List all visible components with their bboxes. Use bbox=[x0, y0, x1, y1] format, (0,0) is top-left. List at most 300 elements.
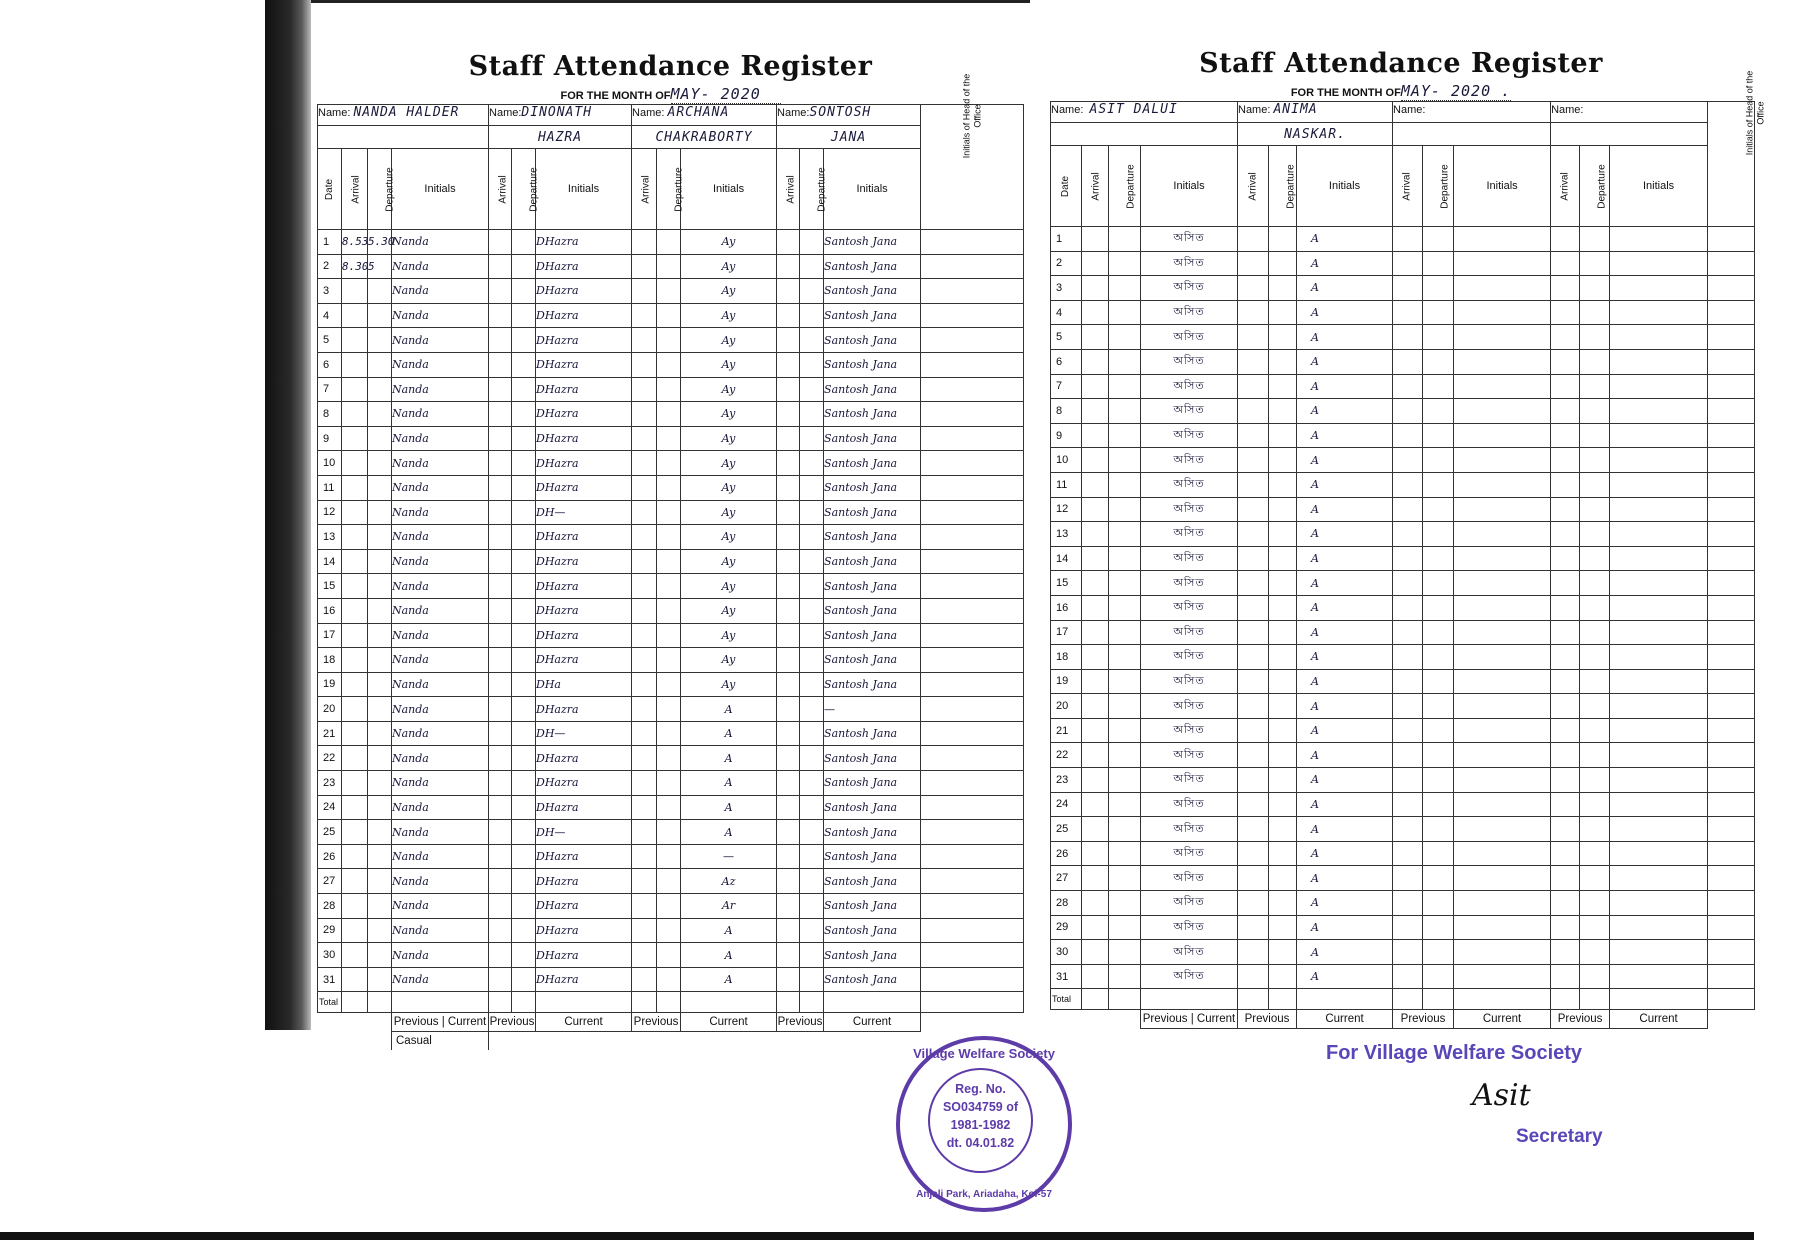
empty-cell bbox=[921, 697, 1024, 722]
empty-cell bbox=[1610, 743, 1708, 768]
empty-cell bbox=[489, 697, 512, 722]
empty-cell bbox=[1238, 448, 1269, 473]
initials-cell: Nanda bbox=[392, 254, 489, 279]
date-cell: 22 bbox=[1051, 743, 1082, 768]
empty-cell bbox=[1238, 743, 1269, 768]
empty-cell bbox=[1109, 645, 1141, 670]
initials-header: Initials bbox=[536, 149, 632, 230]
arrival-header: Arrival bbox=[632, 149, 657, 230]
empty-cell bbox=[1610, 374, 1708, 399]
table-row bbox=[1051, 595, 1755, 620]
empty-cell bbox=[1269, 423, 1297, 448]
arrival-cell bbox=[342, 697, 368, 722]
empty-cell bbox=[777, 844, 800, 869]
empty-cell bbox=[921, 352, 1024, 377]
initials-cell: A bbox=[1297, 768, 1393, 793]
initials-cell: Nanda bbox=[392, 648, 489, 673]
departure-cell bbox=[368, 869, 392, 894]
initials-cell: Nanda bbox=[392, 402, 489, 427]
empty-cell bbox=[632, 844, 657, 869]
empty-cell bbox=[1393, 349, 1423, 374]
departure-cell bbox=[368, 475, 392, 500]
empty-cell bbox=[489, 377, 512, 402]
empty-cell bbox=[1610, 620, 1708, 645]
departure-cell bbox=[368, 598, 392, 623]
initials-cell: অসিত bbox=[1141, 374, 1238, 399]
initials-cell: DHazra bbox=[536, 254, 632, 279]
seal-ring-top: Village Welfare Society bbox=[913, 1046, 1055, 1061]
initials-header: Initials bbox=[824, 149, 921, 230]
empty-cell bbox=[1109, 276, 1141, 301]
initials-cell: A bbox=[1297, 841, 1393, 866]
empty-cell bbox=[1269, 792, 1297, 817]
empty-cell bbox=[1580, 251, 1610, 276]
empty-cell bbox=[657, 475, 681, 500]
empty-cell bbox=[1238, 423, 1269, 448]
empty-cell bbox=[1109, 694, 1141, 719]
empty-cell bbox=[800, 328, 824, 353]
date-cell: 30 bbox=[318, 943, 342, 968]
empty-cell bbox=[1269, 768, 1297, 793]
empty-cell bbox=[1082, 694, 1109, 719]
initials-cell: Santosh Jana bbox=[824, 426, 921, 451]
arrival-cell bbox=[342, 623, 368, 648]
table-row bbox=[1051, 276, 1755, 301]
empty-cell bbox=[1082, 841, 1109, 866]
empty-cell bbox=[1109, 866, 1141, 891]
initials-cell: Ay bbox=[681, 500, 777, 525]
empty-cell bbox=[1238, 940, 1269, 965]
empty-cell bbox=[489, 549, 512, 574]
empty-cell bbox=[632, 303, 657, 328]
empty-cell bbox=[1580, 497, 1610, 522]
table-row bbox=[318, 525, 1024, 550]
empty-cell bbox=[489, 475, 512, 500]
initials-cell: DHazra bbox=[536, 279, 632, 304]
arrival-cell bbox=[342, 328, 368, 353]
empty-cell bbox=[1269, 276, 1297, 301]
empty-cell bbox=[1423, 300, 1454, 325]
empty-cell bbox=[1109, 472, 1141, 497]
table-row bbox=[318, 918, 1024, 943]
departure-cell bbox=[368, 697, 392, 722]
empty-cell bbox=[1708, 325, 1755, 350]
empty-cell bbox=[1708, 448, 1755, 473]
table-row bbox=[1051, 645, 1755, 670]
empty-cell bbox=[777, 574, 800, 599]
empty-cell bbox=[1580, 546, 1610, 571]
empty-cell bbox=[1238, 718, 1269, 743]
empty-cell bbox=[921, 721, 1024, 746]
initials-cell: DHazra bbox=[536, 697, 632, 722]
empty-cell bbox=[1610, 891, 1708, 916]
date-cell: 10 bbox=[318, 451, 342, 476]
empty-cell bbox=[632, 672, 657, 697]
empty-cell bbox=[512, 426, 536, 451]
empty-cell bbox=[1082, 620, 1109, 645]
empty-cell bbox=[1454, 448, 1551, 473]
empty-cell bbox=[1423, 276, 1454, 301]
date-cell: 8 bbox=[318, 402, 342, 427]
empty-cell bbox=[512, 623, 536, 648]
current-label: Current bbox=[681, 1013, 777, 1032]
empty-cell bbox=[1082, 768, 1109, 793]
date-cell: 19 bbox=[318, 672, 342, 697]
empty-cell bbox=[1393, 472, 1423, 497]
empty-cell bbox=[800, 279, 824, 304]
initials-cell: অসিত bbox=[1141, 423, 1238, 448]
initials-cell: A bbox=[1297, 866, 1393, 891]
initials-cell: DHazra bbox=[536, 648, 632, 673]
table-row bbox=[1051, 743, 1755, 768]
empty-cell bbox=[1109, 571, 1141, 596]
empty-cell bbox=[1393, 300, 1423, 325]
initials-cell: অসিত bbox=[1141, 399, 1238, 424]
initials-header: Initials bbox=[1610, 146, 1708, 227]
empty-cell bbox=[1269, 399, 1297, 424]
initials-cell: Santosh Jana bbox=[824, 623, 921, 648]
table-row bbox=[1051, 866, 1755, 891]
staff-name2-cell: CHAKRABORTY bbox=[632, 126, 777, 149]
empty-cell bbox=[1393, 497, 1423, 522]
empty-cell bbox=[1423, 399, 1454, 424]
empty-cell bbox=[800, 844, 824, 869]
initials-cell: Santosh Jana bbox=[824, 746, 921, 771]
initials-cell: Santosh Jana bbox=[824, 402, 921, 427]
date-cell: 31 bbox=[318, 967, 342, 992]
empty-cell bbox=[1708, 620, 1755, 645]
initials-cell: Ay bbox=[681, 475, 777, 500]
empty-cell bbox=[1238, 964, 1269, 989]
arrival-cell bbox=[342, 574, 368, 599]
empty-cell bbox=[1082, 325, 1109, 350]
departure-cell bbox=[368, 328, 392, 353]
empty-cell bbox=[921, 254, 1024, 279]
initials-cell: DH— bbox=[536, 500, 632, 525]
empty-cell bbox=[1454, 817, 1551, 842]
empty-cell bbox=[632, 230, 657, 255]
empty-cell bbox=[1610, 940, 1708, 965]
empty-cell bbox=[1610, 792, 1708, 817]
empty-cell bbox=[1238, 866, 1269, 891]
empty-cell bbox=[1238, 694, 1269, 719]
departure-cell bbox=[368, 844, 392, 869]
empty-cell bbox=[512, 279, 536, 304]
empty-cell bbox=[1393, 817, 1423, 842]
empty-cell bbox=[657, 918, 681, 943]
arrival-cell bbox=[342, 352, 368, 377]
initials-cell: অসিত bbox=[1141, 595, 1238, 620]
empty-cell bbox=[1269, 571, 1297, 596]
empty-cell bbox=[657, 377, 681, 402]
empty-cell bbox=[632, 967, 657, 992]
departure-header: Departure bbox=[657, 149, 681, 230]
empty-cell bbox=[1082, 227, 1109, 252]
empty-cell bbox=[1423, 349, 1454, 374]
initials-cell: Ay bbox=[681, 525, 777, 550]
empty-cell bbox=[1269, 497, 1297, 522]
arrival-cell bbox=[342, 771, 368, 796]
date-cell: 27 bbox=[1051, 866, 1082, 891]
empty-cell bbox=[921, 451, 1024, 476]
empty-cell bbox=[777, 377, 800, 402]
empty-cell bbox=[921, 426, 1024, 451]
empty-cell bbox=[777, 820, 800, 845]
initials-cell: A bbox=[1297, 669, 1393, 694]
empty-cell bbox=[1708, 718, 1755, 743]
departure-cell bbox=[368, 795, 392, 820]
empty-cell bbox=[800, 623, 824, 648]
empty-cell bbox=[1551, 325, 1580, 350]
empty-cell bbox=[1454, 399, 1551, 424]
initials-cell: অসিত bbox=[1141, 251, 1238, 276]
head-initials-header: Initials of Head of the Office bbox=[1708, 102, 1755, 227]
date-cell: 23 bbox=[318, 771, 342, 796]
empty-cell bbox=[1238, 571, 1269, 596]
empty-cell bbox=[1269, 817, 1297, 842]
initials-cell: A bbox=[1297, 792, 1393, 817]
staff-name2-cell bbox=[318, 126, 489, 149]
empty-cell bbox=[1393, 423, 1423, 448]
table-row bbox=[1051, 227, 1755, 252]
empty-cell bbox=[512, 894, 536, 919]
empty-cell bbox=[1610, 571, 1708, 596]
scan-edge bbox=[0, 1232, 1754, 1240]
empty-cell bbox=[1238, 817, 1269, 842]
initials-cell: Nanda bbox=[392, 500, 489, 525]
departure-cell bbox=[368, 771, 392, 796]
date-cell: 22 bbox=[318, 746, 342, 771]
empty-cell bbox=[512, 475, 536, 500]
initials-cell: Nanda bbox=[392, 230, 489, 255]
empty-cell bbox=[489, 230, 512, 255]
initials-cell: অসিত bbox=[1141, 300, 1238, 325]
empty-cell bbox=[657, 549, 681, 574]
initials-cell: Ay bbox=[681, 648, 777, 673]
empty-cell bbox=[1708, 399, 1755, 424]
table-row bbox=[318, 844, 1024, 869]
empty-cell bbox=[1269, 841, 1297, 866]
empty-cell bbox=[512, 254, 536, 279]
empty-cell bbox=[1708, 522, 1755, 547]
table-row bbox=[318, 279, 1024, 304]
empty-cell bbox=[1610, 841, 1708, 866]
empty-cell bbox=[1109, 227, 1141, 252]
initials-cell: Ay bbox=[681, 672, 777, 697]
empty-cell bbox=[1109, 915, 1141, 940]
empty-cell bbox=[632, 894, 657, 919]
table-row bbox=[1051, 718, 1755, 743]
empty-cell bbox=[777, 697, 800, 722]
arrival-cell bbox=[342, 598, 368, 623]
seal-ring-bottom: Anjali Park, Ariadaha, Kol-57 bbox=[916, 1189, 1052, 1200]
empty-cell bbox=[632, 795, 657, 820]
empty-cell bbox=[1109, 522, 1141, 547]
empty-cell bbox=[1238, 374, 1269, 399]
empty-cell bbox=[512, 820, 536, 845]
date-cell: 11 bbox=[1051, 472, 1082, 497]
table-row bbox=[1051, 841, 1755, 866]
empty-cell bbox=[512, 402, 536, 427]
staff-name-cell: Name: bbox=[1551, 102, 1708, 123]
empty-cell bbox=[1269, 300, 1297, 325]
arrival-cell bbox=[342, 500, 368, 525]
date-cell: 29 bbox=[318, 918, 342, 943]
empty-cell bbox=[1109, 423, 1141, 448]
empty-cell bbox=[1269, 227, 1297, 252]
empty-cell bbox=[1423, 645, 1454, 670]
initials-cell: অসিত bbox=[1141, 768, 1238, 793]
table-row bbox=[1051, 251, 1755, 276]
empty-cell bbox=[1423, 817, 1454, 842]
empty-cell bbox=[1454, 915, 1551, 940]
empty-cell bbox=[921, 230, 1024, 255]
empty-cell bbox=[1610, 669, 1708, 694]
empty-cell bbox=[1610, 472, 1708, 497]
empty-cell bbox=[800, 549, 824, 574]
empty-cell bbox=[1082, 276, 1109, 301]
empty-cell bbox=[1708, 300, 1755, 325]
initials-cell: Nanda bbox=[392, 844, 489, 869]
empty-cell bbox=[777, 500, 800, 525]
empty-cell bbox=[1610, 300, 1708, 325]
initials-cell: Nanda bbox=[392, 279, 489, 304]
empty-cell bbox=[1238, 251, 1269, 276]
secretary-label: Secretary bbox=[1516, 1126, 1603, 1147]
initials-cell: অসিত bbox=[1141, 472, 1238, 497]
empty-cell bbox=[1082, 251, 1109, 276]
empty-cell bbox=[1393, 251, 1423, 276]
table-row bbox=[318, 746, 1024, 771]
empty-cell bbox=[1082, 669, 1109, 694]
empty-cell bbox=[1423, 743, 1454, 768]
arrival-header: Arrival bbox=[1238, 146, 1269, 227]
departure-cell bbox=[368, 672, 392, 697]
departure-cell bbox=[368, 377, 392, 402]
empty-cell bbox=[657, 451, 681, 476]
initials-cell: DHazra bbox=[536, 869, 632, 894]
empty-cell bbox=[512, 525, 536, 550]
initials-cell: Santosh Jana bbox=[824, 475, 921, 500]
empty-cell bbox=[1082, 792, 1109, 817]
initials-cell: A bbox=[1297, 349, 1393, 374]
empty-cell bbox=[1551, 768, 1580, 793]
empty-cell bbox=[800, 574, 824, 599]
table-row bbox=[1051, 571, 1755, 596]
initials-cell: অসিত bbox=[1141, 940, 1238, 965]
empty-cell bbox=[1580, 399, 1610, 424]
initials-cell: Nanda bbox=[392, 771, 489, 796]
empty-cell bbox=[777, 967, 800, 992]
initials-cell: A bbox=[1297, 522, 1393, 547]
empty-cell bbox=[800, 475, 824, 500]
empty-cell bbox=[657, 771, 681, 796]
empty-cell bbox=[1551, 374, 1580, 399]
empty-cell bbox=[489, 574, 512, 599]
empty-cell bbox=[1610, 325, 1708, 350]
casual-label: Casual bbox=[392, 1032, 489, 1051]
arrival-cell bbox=[342, 869, 368, 894]
empty-cell bbox=[1082, 817, 1109, 842]
initials-cell: অসিত bbox=[1141, 349, 1238, 374]
empty-cell bbox=[1423, 669, 1454, 694]
staff-name2-cell bbox=[1551, 123, 1708, 146]
initials-cell: DHazra bbox=[536, 328, 632, 353]
initials-cell: DHazra bbox=[536, 377, 632, 402]
empty-cell bbox=[632, 771, 657, 796]
staff-name-cell: Name: ARCHANA bbox=[632, 105, 777, 126]
table-row bbox=[1051, 423, 1755, 448]
initials-cell: Nanda bbox=[392, 377, 489, 402]
empty-cell bbox=[512, 377, 536, 402]
empty-cell bbox=[921, 918, 1024, 943]
date-cell: 18 bbox=[1051, 645, 1082, 670]
initials-cell: DHazra bbox=[536, 352, 632, 377]
empty-cell bbox=[1580, 718, 1610, 743]
empty-cell bbox=[657, 574, 681, 599]
empty-cell bbox=[1082, 546, 1109, 571]
empty-cell bbox=[1551, 792, 1580, 817]
empty-cell bbox=[1393, 645, 1423, 670]
staff-name-cell: Name:SONTOSH bbox=[777, 105, 921, 126]
table-row bbox=[1051, 792, 1755, 817]
staff-name-cell: Name: bbox=[1393, 102, 1551, 123]
empty-cell bbox=[1551, 964, 1580, 989]
initials-cell: অসিত bbox=[1141, 669, 1238, 694]
initials-cell: A bbox=[1297, 964, 1393, 989]
empty-cell bbox=[1109, 964, 1141, 989]
empty-cell bbox=[489, 771, 512, 796]
current-label: Current bbox=[824, 1013, 921, 1032]
initials-cell: Ay bbox=[681, 402, 777, 427]
empty-cell bbox=[657, 746, 681, 771]
empty-cell bbox=[632, 254, 657, 279]
initials-cell: A bbox=[681, 967, 777, 992]
empty-cell bbox=[1708, 349, 1755, 374]
empty-cell bbox=[1082, 940, 1109, 965]
initials-cell: A bbox=[1297, 300, 1393, 325]
initials-cell: অসিত bbox=[1141, 792, 1238, 817]
initials-cell: Santosh Jana bbox=[824, 574, 921, 599]
empty-cell bbox=[657, 230, 681, 255]
empty-cell bbox=[632, 525, 657, 550]
initials-cell: — bbox=[681, 844, 777, 869]
initials-cell: A bbox=[681, 746, 777, 771]
empty-cell bbox=[1423, 497, 1454, 522]
empty-cell bbox=[489, 795, 512, 820]
empty-cell bbox=[657, 525, 681, 550]
empty-cell bbox=[1423, 571, 1454, 596]
initials-cell: Ay bbox=[681, 574, 777, 599]
empty-cell bbox=[1269, 620, 1297, 645]
organization-line: For Village Welfare Society bbox=[1326, 1042, 1583, 1064]
empty-cell bbox=[1454, 300, 1551, 325]
arrival-cell bbox=[342, 451, 368, 476]
right-page bbox=[1048, 0, 1766, 1030]
empty-cell bbox=[1454, 546, 1551, 571]
date-cell: 21 bbox=[318, 721, 342, 746]
date-cell: 14 bbox=[318, 549, 342, 574]
departure-cell bbox=[368, 918, 392, 943]
initials-cell: A bbox=[1297, 645, 1393, 670]
month-line bbox=[311, 85, 1030, 104]
empty-cell bbox=[1551, 522, 1580, 547]
empty-cell bbox=[1610, 964, 1708, 989]
initials-cell: Ay bbox=[681, 623, 777, 648]
table-row bbox=[1051, 448, 1755, 473]
date-cell: 16 bbox=[1051, 595, 1082, 620]
initials-cell: Nanda bbox=[392, 869, 489, 894]
